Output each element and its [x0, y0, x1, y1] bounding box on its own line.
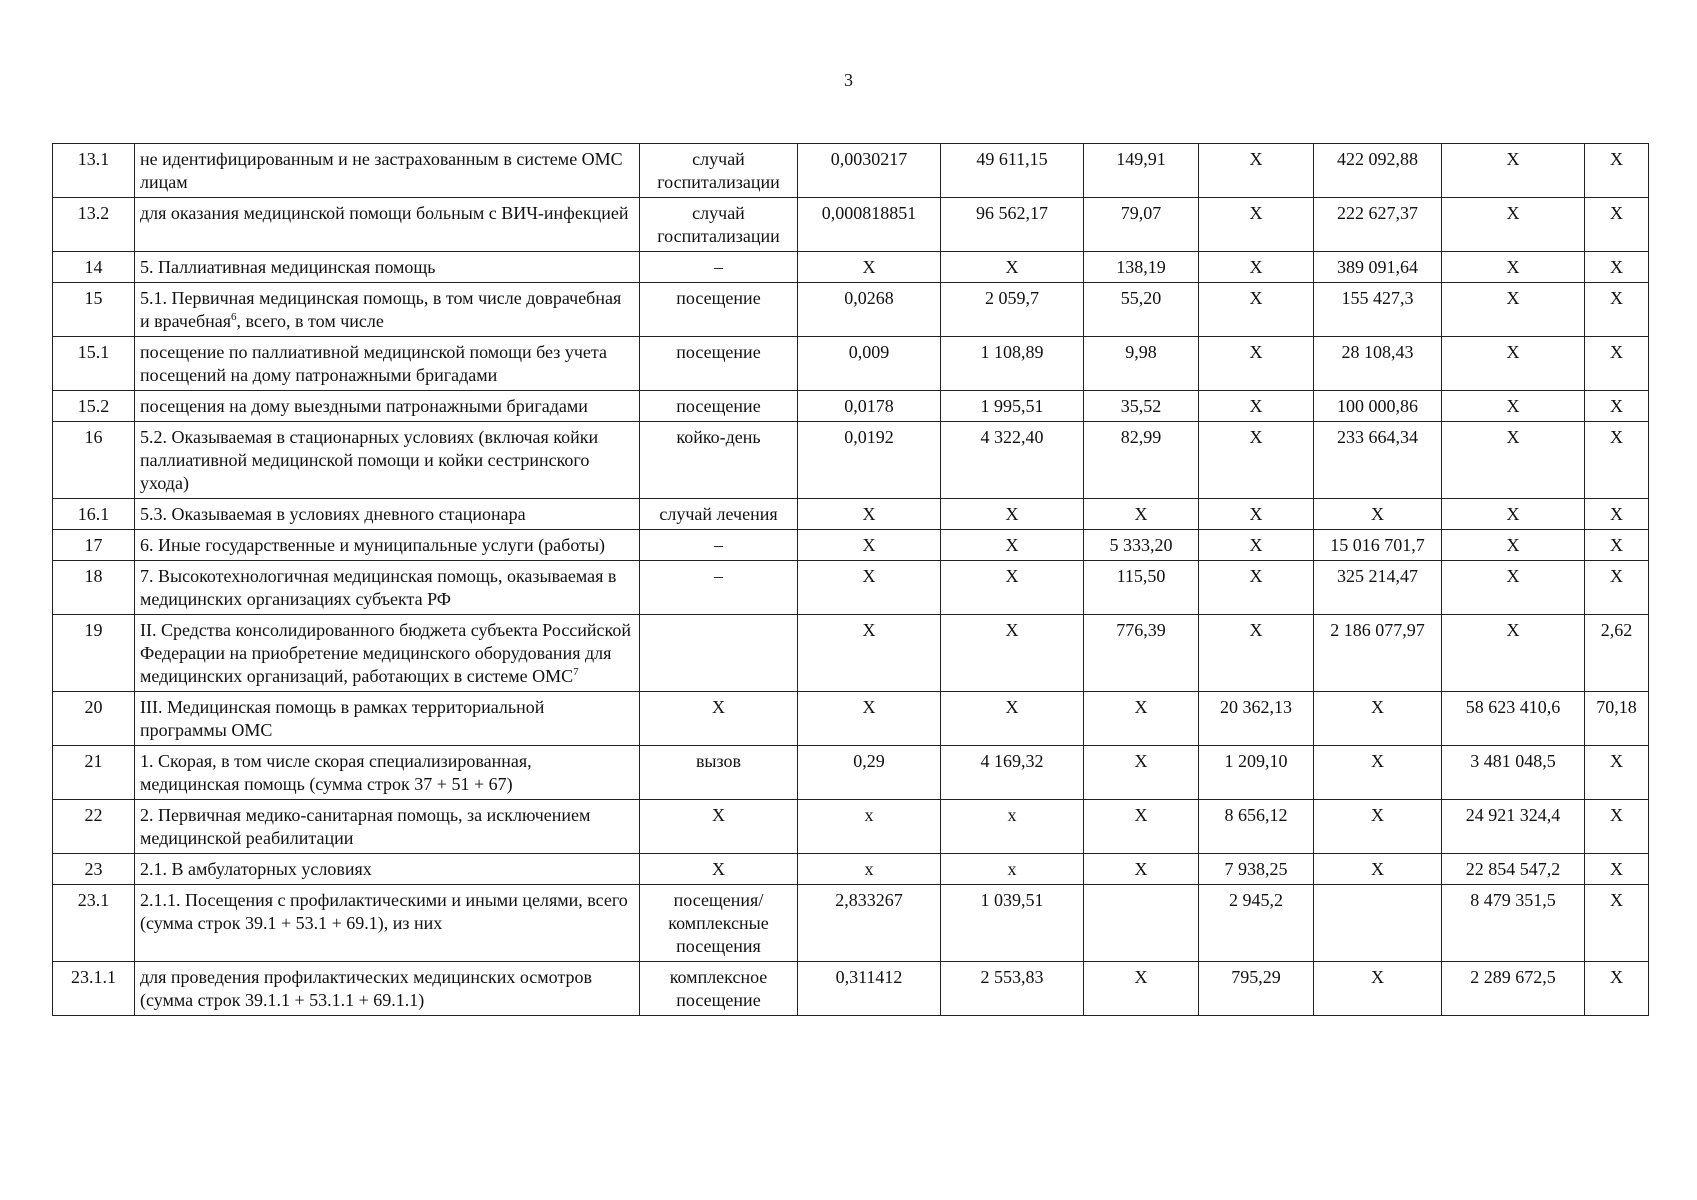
value-cell-5: X — [941, 615, 1084, 692]
value-cell-5: 1 995,51 — [941, 391, 1084, 422]
value-cell-8: 325 214,47 — [1314, 561, 1442, 615]
value-cell-4: 0,0268 — [798, 283, 941, 337]
table-row — [53, 391, 1649, 422]
row-number-cell: 15 — [53, 283, 135, 337]
row-number-cell: 23 — [53, 854, 135, 885]
value-cell-10: X — [1585, 746, 1649, 800]
table-row — [53, 561, 1649, 615]
value-cell-10: X — [1585, 530, 1649, 561]
table-row — [53, 800, 1649, 854]
row-name-cell — [135, 337, 640, 391]
row-name-text: для оказания медицинской помощи больным с ВИЧ-инфекцией — [140, 203, 629, 223]
value-cell-5: X — [941, 561, 1084, 615]
value-cell-5: X — [941, 499, 1084, 530]
value-cell-8: 233 664,34 — [1314, 422, 1442, 499]
value-cell-8: 2 186 077,97 — [1314, 615, 1442, 692]
unit-cell: – — [640, 530, 798, 561]
unit-cell: посещение — [640, 337, 798, 391]
row-name-text: посещения на дому выездными патронажными бригадами — [140, 396, 588, 416]
row-name-text: 6. Иные государственные и муниципальные услуги (работы) — [140, 535, 606, 555]
unit-cell: посещение — [640, 391, 798, 422]
value-cell-6: X — [1084, 962, 1199, 1016]
row-number-cell: 13.1 — [53, 144, 135, 198]
value-cell-6: X — [1084, 692, 1199, 746]
value-cell-10: X — [1585, 800, 1649, 854]
row-name-text: 2. Первичная медико-санитарная помощь, за исключением медицинской реабилитации — [140, 805, 591, 848]
footnote-ref: 6 — [231, 311, 237, 323]
value-cell-7: X — [1199, 252, 1314, 283]
value-cell-9: X — [1442, 615, 1585, 692]
value-cell-9: 8 479 351,5 — [1442, 885, 1585, 962]
page-number: 3 — [844, 70, 853, 90]
value-cell-4: X — [798, 252, 941, 283]
value-cell-5: 4 169,32 — [941, 746, 1084, 800]
row-number-cell: 21 — [53, 746, 135, 800]
value-cell-5: X — [941, 530, 1084, 561]
value-cell-6: X — [1084, 800, 1199, 854]
value-cell-7: X — [1199, 422, 1314, 499]
value-cell-8: X — [1314, 692, 1442, 746]
value-cell-9: X — [1442, 252, 1585, 283]
value-cell-9: X — [1442, 530, 1585, 561]
value-cell-6: 9,98 — [1084, 337, 1199, 391]
row-name-cell — [135, 854, 640, 885]
row-number-cell: 19 — [53, 615, 135, 692]
row-name-text: 5.1. Первичная медицинская помощь, в том числе доврачебная и врачебная — [140, 288, 622, 331]
value-cell-10: X — [1585, 252, 1649, 283]
value-cell-7: X — [1199, 144, 1314, 198]
row-number-cell: 22 — [53, 800, 135, 854]
unit-cell: посещения/ комплексные посещения — [640, 885, 798, 962]
unit-cell: койко-день — [640, 422, 798, 499]
row-name-cell — [135, 530, 640, 561]
unit-cell: комплексное посещение — [640, 962, 798, 1016]
row-number-cell: 20 — [53, 692, 135, 746]
row-name-text: для проведения профилактических медицинских осмотров (сумма строк 39.1.1 + 53.1.1 + 69.1.1) — [140, 967, 593, 1010]
value-cell-10: X — [1585, 561, 1649, 615]
unit-cell: X — [640, 692, 798, 746]
unit-cell: посещение — [640, 283, 798, 337]
value-cell-5: 1 108,89 — [941, 337, 1084, 391]
footnote-ref: 7 — [573, 666, 579, 678]
value-cell-6: X — [1084, 499, 1199, 530]
value-cell-4: 2,833267 — [798, 885, 941, 962]
value-cell-4: X — [798, 530, 941, 561]
value-cell-8: 222 627,37 — [1314, 198, 1442, 252]
row-name-text: 5.3. Оказываемая в условиях дневного стационара — [140, 504, 526, 524]
value-cell-4: 0,009 — [798, 337, 941, 391]
table-row — [53, 337, 1649, 391]
value-cell-9: X — [1442, 337, 1585, 391]
value-cell-7: X — [1199, 530, 1314, 561]
value-cell-8: X — [1314, 746, 1442, 800]
value-cell-7: X — [1199, 615, 1314, 692]
unit-cell: случай госпитализации — [640, 198, 798, 252]
value-cell-10: X — [1585, 499, 1649, 530]
value-cell-9: X — [1442, 499, 1585, 530]
value-cell-10: X — [1585, 337, 1649, 391]
value-cell-5: 49 611,15 — [941, 144, 1084, 198]
unit-cell: X — [640, 800, 798, 854]
row-name-cell — [135, 615, 640, 692]
row-name-cell — [135, 391, 640, 422]
value-cell-9: 24 921 324,4 — [1442, 800, 1585, 854]
unit-cell: случай лечения — [640, 499, 798, 530]
value-cell-5: 1 039,51 — [941, 885, 1084, 962]
value-cell-5: 96 562,17 — [941, 198, 1084, 252]
row-name-text: 5. Паллиативная медицинская помощь — [140, 257, 436, 277]
table-row — [53, 962, 1649, 1016]
value-cell-7: X — [1199, 283, 1314, 337]
table-row — [53, 144, 1649, 198]
table-row — [53, 885, 1649, 962]
row-number-cell: 23.1 — [53, 885, 135, 962]
value-cell-10: X — [1585, 854, 1649, 885]
value-cell-4: 0,0178 — [798, 391, 941, 422]
row-name-text: 7. Высокотехнологичная медицинская помощь, оказываемая в медицинских организациях субъекта РФ — [140, 566, 617, 609]
row-name-cell — [135, 746, 640, 800]
value-cell-8: X — [1314, 962, 1442, 1016]
table-row — [53, 499, 1649, 530]
table-row — [53, 283, 1649, 337]
value-cell-4: 0,0030217 — [798, 144, 941, 198]
value-cell-5: 4 322,40 — [941, 422, 1084, 499]
value-cell-6: 35,52 — [1084, 391, 1199, 422]
value-cell-7: 2 945,2 — [1199, 885, 1314, 962]
value-cell-9: X — [1442, 422, 1585, 499]
value-cell-4: X — [798, 692, 941, 746]
value-cell-6: X — [1084, 746, 1199, 800]
value-cell-9: X — [1442, 561, 1585, 615]
table-row — [53, 746, 1649, 800]
row-name-cell — [135, 499, 640, 530]
value-cell-7: X — [1199, 198, 1314, 252]
value-cell-6: 82,99 — [1084, 422, 1199, 499]
value-cell-5: 2 059,7 — [941, 283, 1084, 337]
value-cell-7: 8 656,12 — [1199, 800, 1314, 854]
value-cell-4: x — [798, 800, 941, 854]
row-name-text-continued: , всего, в том числе — [236, 311, 384, 331]
row-number-cell: 18 — [53, 561, 135, 615]
value-cell-9: X — [1442, 283, 1585, 337]
value-cell-8: X — [1314, 499, 1442, 530]
table-row — [53, 854, 1649, 885]
value-cell-6: 138,19 — [1084, 252, 1199, 283]
value-cell-6: X — [1084, 854, 1199, 885]
value-cell-8: X — [1314, 800, 1442, 854]
value-cell-7: X — [1199, 391, 1314, 422]
table-row — [53, 198, 1649, 252]
value-cell-4: 0,000818851 — [798, 198, 941, 252]
value-cell-6: 5 333,20 — [1084, 530, 1199, 561]
value-cell-8: 15 016 701,7 — [1314, 530, 1442, 561]
table-row — [53, 530, 1649, 561]
row-name-cell — [135, 800, 640, 854]
row-name-cell — [135, 885, 640, 962]
row-name-text: 2.1. В амбулаторных условиях — [140, 859, 372, 879]
value-cell-6: 79,07 — [1084, 198, 1199, 252]
unit-cell: случай госпитализации — [640, 144, 798, 198]
table-row — [53, 692, 1649, 746]
row-number-cell: 13.2 — [53, 198, 135, 252]
value-cell-9: X — [1442, 391, 1585, 422]
value-cell-6: 115,50 — [1084, 561, 1199, 615]
unit-cell — [640, 615, 798, 692]
unit-cell: – — [640, 561, 798, 615]
value-cell-10: 70,18 — [1585, 692, 1649, 746]
value-cell-9: 22 854 547,2 — [1442, 854, 1585, 885]
value-cell-4: 0,0192 — [798, 422, 941, 499]
value-cell-9: 58 623 410,6 — [1442, 692, 1585, 746]
row-name-cell — [135, 422, 640, 499]
value-cell-8 — [1314, 885, 1442, 962]
row-name-cell — [135, 962, 640, 1016]
value-cell-10: X — [1585, 885, 1649, 962]
value-cell-5: 2 553,83 — [941, 962, 1084, 1016]
unit-cell: – — [640, 252, 798, 283]
value-cell-7: 795,29 — [1199, 962, 1314, 1016]
value-cell-8: 389 091,64 — [1314, 252, 1442, 283]
value-cell-7: X — [1199, 561, 1314, 615]
value-cell-4: x — [798, 854, 941, 885]
row-name-text: не идентифицированным и не застрахованным в системе ОМС лицам — [140, 149, 623, 192]
value-cell-5: X — [941, 252, 1084, 283]
value-cell-8: X — [1314, 854, 1442, 885]
value-cell-10: X — [1585, 144, 1649, 198]
row-name-cell — [135, 198, 640, 252]
value-cell-5: X — [941, 692, 1084, 746]
value-cell-7: 7 938,25 — [1199, 854, 1314, 885]
value-cell-10: X — [1585, 422, 1649, 499]
row-name-cell — [135, 252, 640, 283]
value-cell-6: 776,39 — [1084, 615, 1199, 692]
table-row — [53, 252, 1649, 283]
value-cell-8: 422 092,88 — [1314, 144, 1442, 198]
value-cell-9: X — [1442, 198, 1585, 252]
row-name-text: II. Средства консолидированного бюджета субъекта Российской Федерации на приобретение медицинского оборудования для медицинских организаций, работающих в системе ОМС — [140, 620, 632, 686]
value-cell-7: 20 362,13 — [1199, 692, 1314, 746]
value-cell-7: 1 209,10 — [1199, 746, 1314, 800]
value-cell-5: x — [941, 800, 1084, 854]
value-cell-10: X — [1585, 962, 1649, 1016]
row-number-cell: 14 — [53, 252, 135, 283]
table-row — [53, 615, 1649, 692]
value-cell-9: X — [1442, 144, 1585, 198]
value-cell-7: X — [1199, 499, 1314, 530]
row-name-cell — [135, 144, 640, 198]
value-cell-6: 55,20 — [1084, 283, 1199, 337]
value-cell-9: 3 481 048,5 — [1442, 746, 1585, 800]
value-cell-10: X — [1585, 283, 1649, 337]
value-cell-6: 149,91 — [1084, 144, 1199, 198]
table-row — [53, 422, 1649, 499]
row-name-text: 1. Скорая, в том числе скорая специализированная, медицинская помощь (сумма строк 37 + 51 + 67) — [140, 751, 532, 794]
value-cell-4: 0,311412 — [798, 962, 941, 1016]
value-cell-9: 2 289 672,5 — [1442, 962, 1585, 1016]
row-name-text: 5.2. Оказываемая в стационарных условиях (включая койки паллиативной медицинской помощи и койки сестринского ухода) — [140, 427, 599, 493]
row-number-cell: 16 — [53, 422, 135, 499]
value-cell-8: 155 427,3 — [1314, 283, 1442, 337]
unit-cell: вызов — [640, 746, 798, 800]
value-cell-4: X — [798, 615, 941, 692]
data-table — [52, 143, 1649, 1016]
value-cell-10: X — [1585, 391, 1649, 422]
value-cell-4: X — [798, 499, 941, 530]
value-cell-8: 28 108,43 — [1314, 337, 1442, 391]
row-name-cell — [135, 283, 640, 337]
row-number-cell: 15.1 — [53, 337, 135, 391]
row-number-cell: 23.1.1 — [53, 962, 135, 1016]
value-cell-10: 2,62 — [1585, 615, 1649, 692]
value-cell-6 — [1084, 885, 1199, 962]
value-cell-4: X — [798, 561, 941, 615]
unit-cell: X — [640, 854, 798, 885]
value-cell-4: 0,29 — [798, 746, 941, 800]
row-number-cell: 16.1 — [53, 499, 135, 530]
value-cell-10: X — [1585, 198, 1649, 252]
row-name-text: 2.1.1. Посещения с профилактическими и иными целями, всего (сумма строк 39.1 + 53.1 + 69.1), из них — [140, 890, 628, 933]
row-number-cell: 17 — [53, 530, 135, 561]
value-cell-5: x — [941, 854, 1084, 885]
row-name-cell — [135, 561, 640, 615]
row-name-text: посещение по паллиативной медицинской помощи без учета посещений на дому патронажными бригадами — [140, 342, 607, 385]
row-name-cell — [135, 692, 640, 746]
row-number-cell: 15.2 — [53, 391, 135, 422]
row-name-text: III. Медицинская помощь в рамках территориальной программы ОМС — [140, 697, 545, 740]
value-cell-8: 100 000,86 — [1314, 391, 1442, 422]
value-cell-7: X — [1199, 337, 1314, 391]
